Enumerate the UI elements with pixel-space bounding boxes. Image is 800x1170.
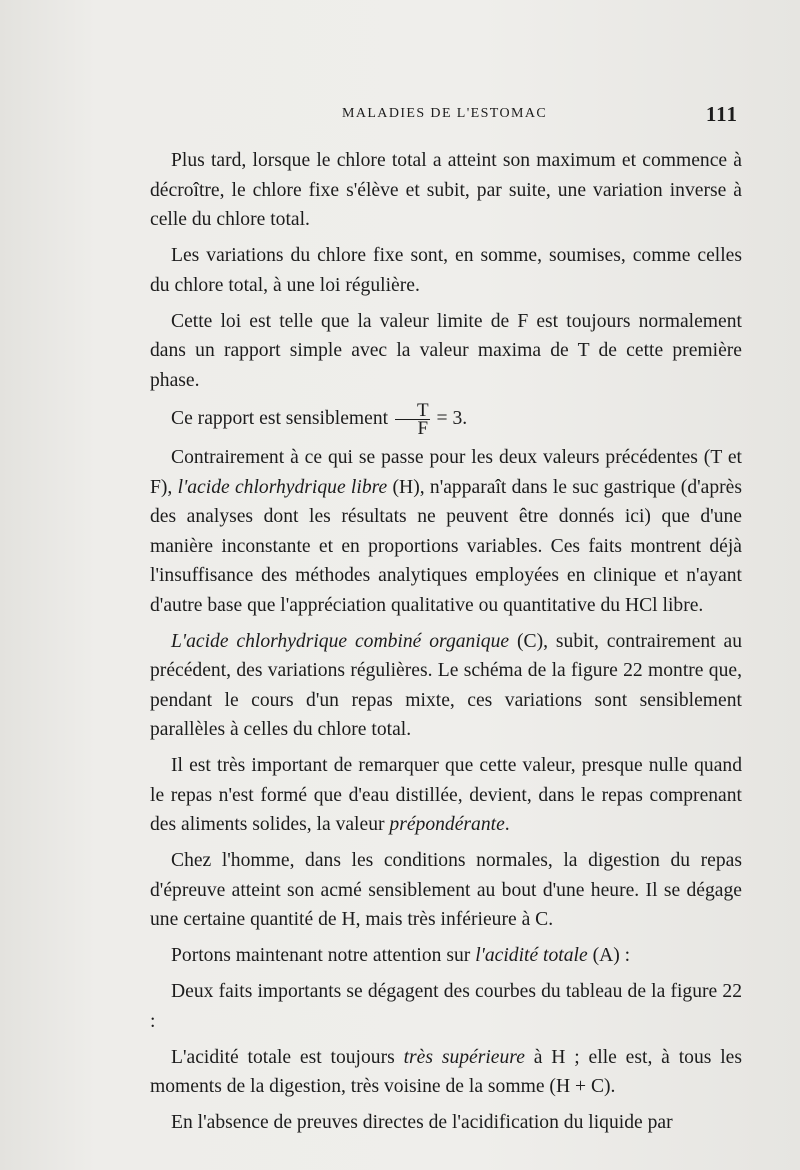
page-header	[150, 102, 740, 130]
text-run: .	[504, 814, 510, 835]
ratio-value: = 3.	[436, 407, 468, 429]
paragraph-7	[150, 751, 742, 840]
paragraph-1: Plus tard, lorsque le chlore total a atteint son maximum et commence à décroître, le chlore fixe s'élève et subit, par suite, une variation inverse à celle du chlore total.	[150, 150, 742, 230]
paragraph-ratio	[150, 399, 742, 439]
running-head: MALADIES DE L'ESTOMAC	[342, 106, 548, 121]
page-number: 111	[705, 102, 738, 126]
text-run: (A) :	[587, 945, 631, 966]
emphasis-acide-libre: l'acide chlorhydrique libre	[177, 476, 388, 498]
text-run: Portons maintenant notre attention sur	[171, 945, 476, 966]
paragraph-5	[150, 443, 742, 620]
ratio-lead-text: Ce rapport est sensiblement	[171, 407, 389, 429]
paragraph-6	[150, 627, 742, 745]
paragraph-11	[150, 1043, 742, 1102]
fraction-numerator: T	[395, 402, 430, 420]
text-run: à H ; elle est, à tous les moments de la digestion, très voisine de la somme (H + C).	[150, 1046, 742, 1097]
fraction-denominator: F	[417, 417, 429, 439]
text-run: (H), n'apparaît dans le suc gastrique (d'après des analyses dont les résultats ne peuvent être donnés ici) que d'une manière inconstante et en proportions variables. Ces faits montrent déjà l'insuffisance des méthodes analytiques employées en clinique et n'ayant d'autre base que l'appréciation qualitative ou quantitative du HCl libre.	[150, 476, 742, 616]
emphasis-preponderante: prépondérante	[389, 814, 505, 835]
paragraph-9	[150, 941, 742, 971]
paragraph-10: Deux faits importants se dégagent des courbes du tableau de la figure 22 :	[150, 981, 742, 1032]
emphasis-acide-combine: L'acide chlorhydrique combiné organique	[171, 630, 510, 652]
body-text	[150, 146, 742, 1144]
paragraph-3: Cette loi est telle que la valeur limite de F est toujours normalement dans un rapport simple avec la valeur maxima de T de cette première phase.	[150, 310, 742, 391]
emphasis-acidite-totale: l'acidité totale	[475, 945, 588, 966]
paragraph-12: En l'absence de preuves directes de l'acidification du liquide par	[171, 1112, 673, 1133]
fraction-t-over-f	[395, 399, 430, 439]
text-run: Il est très important de remarquer que cette valeur, presque nulle quand le repas n'est formé que d'eau distillée, devient, dans le repas comprenant des aliments solides, la valeur	[150, 755, 742, 835]
paragraph-8: Chez l'homme, dans les conditions normales, la digestion du repas d'épreuve atteint son acmé sensiblement au bout d'une heure. Il se dégage une certaine quantité de H, mais très inférieure à C.	[150, 850, 742, 930]
text-run: (C), subit, contrairement au précédent, des variations régulières. Le schéma de la figure 22 montre que, pendant le cours d'un repas mixte, ces variations sont sensiblement parallèles à celles du chlore total.	[150, 630, 742, 740]
text-run: Contrairement à ce qui se passe pour les deux valeurs précédentes (T et F),	[150, 447, 742, 498]
text-run: L'acidité totale est toujours	[171, 1046, 404, 1068]
emphasis-tres-superieure: très supérieure	[403, 1046, 525, 1068]
paragraph-2: Les variations du chlore fixe sont, en somme, soumises, comme celles du chlore total, à une loi régulière.	[150, 245, 742, 296]
